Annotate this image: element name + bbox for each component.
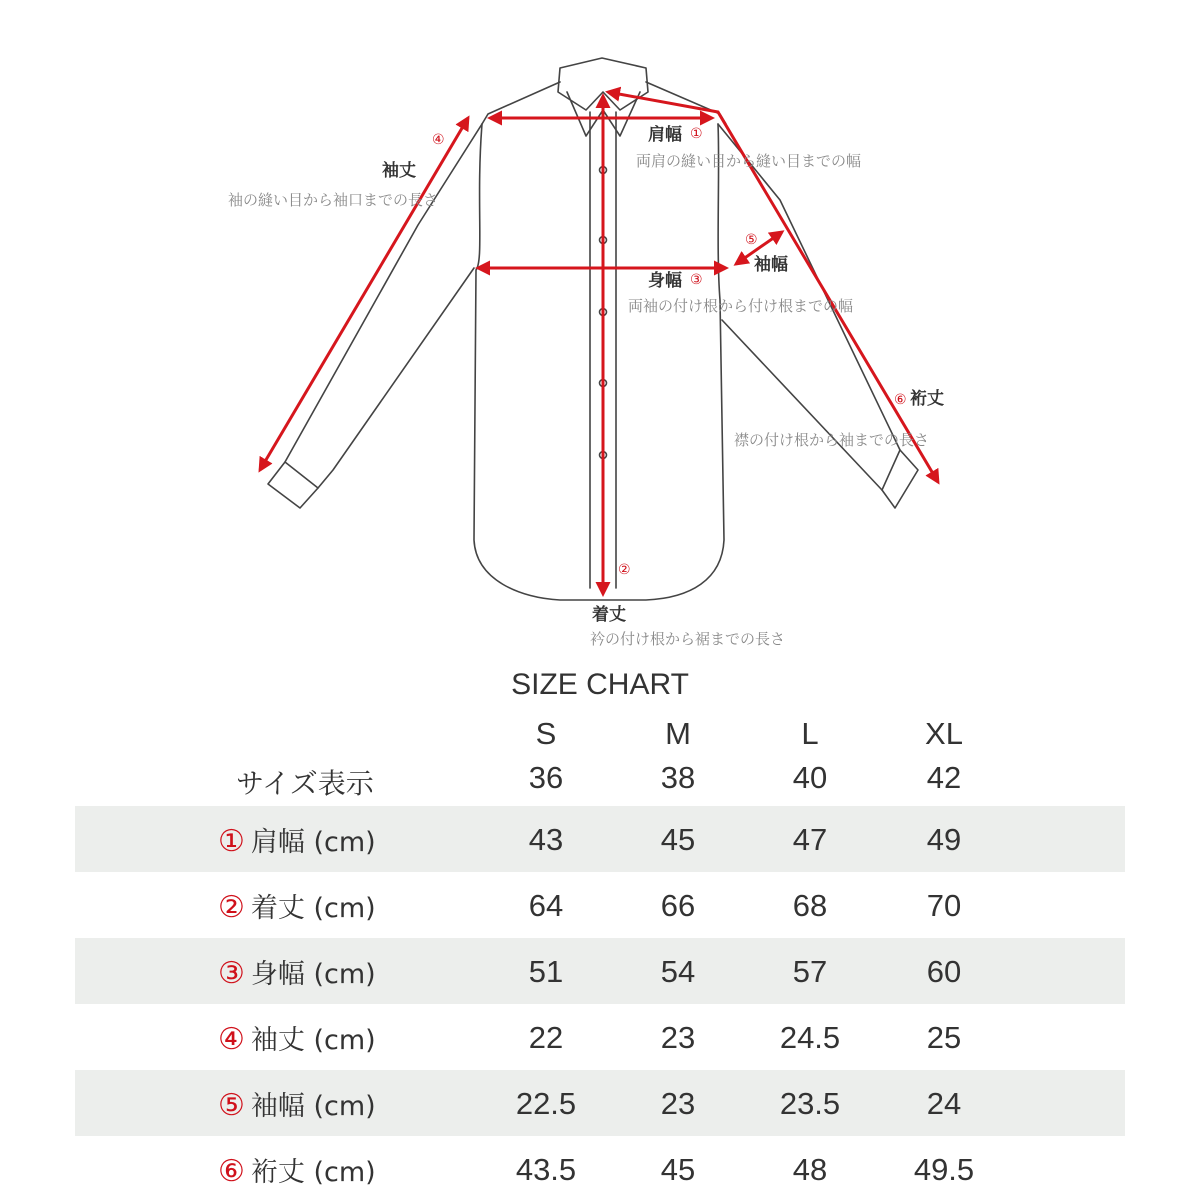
table-row [75,1004,1125,1070]
svg-text:身幅: 身幅 [648,271,682,291]
row-label-text: 袖丈 (cm) [250,1025,376,1056]
table-cell: 70 [926,888,962,923]
table-cell: 24.5 [779,1020,841,1055]
table-cell: 23 [660,1020,696,1055]
label-shoulder [636,124,861,170]
svg-text:襟の付け根から袖までの長さ: 襟の付け根から袖までの長さ [734,431,930,449]
svg-text:⑥: ⑥ [894,392,907,408]
row-number-badge: ⑥ [218,1154,245,1189]
svg-text:両肩の縫い目から縫い目までの幅: 両肩の縫い目から縫い目までの幅 [636,152,862,170]
svg-text:裄丈: 裄丈 [910,389,944,409]
svg-text:両袖の付け根から付け根までの幅: 両袖の付け根から付け根までの幅 [628,297,854,315]
table-cell: 22.5 [515,1086,577,1121]
table-row [75,1136,1125,1202]
table-row [75,806,1125,872]
svg-text:着丈: 着丈 [592,605,626,625]
table-cell: 57 [792,954,828,989]
table-cell: 43.5 [515,1152,577,1187]
size-display-value: 40 [792,760,828,795]
row-label [218,952,376,991]
table-cell: 45 [660,1152,696,1187]
row-label-text: 身幅 (cm) [250,959,376,990]
row-label [218,1084,376,1123]
label-sleeve [228,132,445,209]
size-m: M [665,716,691,751]
row-number-badge: ⑤ [218,1088,245,1123]
row-label-text: 肩幅 (cm) [250,827,376,858]
table-cell: 66 [660,888,696,923]
size-display-label: サイズ表示 [236,767,374,800]
table-cell: 68 [792,888,828,923]
svg-text:肩幅: 肩幅 [648,125,682,145]
chart-title: SIZE CHART [511,668,689,701]
svg-text:袖幅: 袖幅 [754,255,788,275]
label-yuki [734,388,944,449]
svg-text:①: ① [690,126,703,142]
row-number-badge: ③ [218,956,245,991]
row-number-badge: ② [218,890,245,925]
table-cell: 54 [660,954,696,989]
label-body [628,270,853,315]
label-length [590,562,785,648]
table-cell: 25 [926,1020,962,1055]
table-row [75,938,1125,1004]
table-cell: 49.5 [913,1152,975,1187]
table-cell: 43 [528,822,564,857]
table-cell: 23 [660,1086,696,1121]
svg-text:⑤: ⑤ [745,232,758,248]
row-label-text: 袖幅 (cm) [250,1091,376,1122]
size-display-row [0,760,1200,800]
table-row [75,872,1125,938]
row-label [218,1018,376,1057]
table-cell: 23.5 [779,1086,841,1121]
table-cell: 22 [528,1020,564,1055]
row-number-badge: ④ [218,1022,245,1057]
size-header-row [0,716,1200,756]
row-label [218,820,376,859]
svg-text:袖丈: 袖丈 [382,161,416,181]
row-number-badge: ① [218,824,245,859]
size-display-value: 42 [926,760,962,795]
table-row [75,1070,1125,1136]
row-label-text: 裄丈 (cm) [250,1157,376,1188]
table-cell: 60 [926,954,962,989]
row-label [218,886,376,925]
size-display-value: 36 [528,760,564,795]
size-display-value: 38 [660,760,696,795]
svg-text:衿の付け根から裾までの長さ: 衿の付け根から裾までの長さ [590,630,786,648]
svg-text:④: ④ [432,132,445,148]
table-cell: 64 [528,888,564,923]
svg-text:袖の縫い目から袖口までの長さ: 袖の縫い目から袖口までの長さ [228,191,439,209]
size-xl: XL [925,716,963,751]
size-s: S [535,716,557,751]
table-cell: 48 [792,1152,828,1187]
row-label-text: 着丈 (cm) [250,893,376,924]
table-cell: 47 [792,822,828,857]
table-cell: 24 [926,1086,962,1121]
table-cell: 51 [528,954,564,989]
svg-text:③: ③ [690,272,703,288]
table-cell: 45 [660,822,696,857]
size-l: L [801,716,819,751]
row-label [218,1150,376,1189]
svg-text:②: ② [618,562,631,578]
shirt-outline [268,58,918,600]
table-cell: 49 [926,822,962,857]
